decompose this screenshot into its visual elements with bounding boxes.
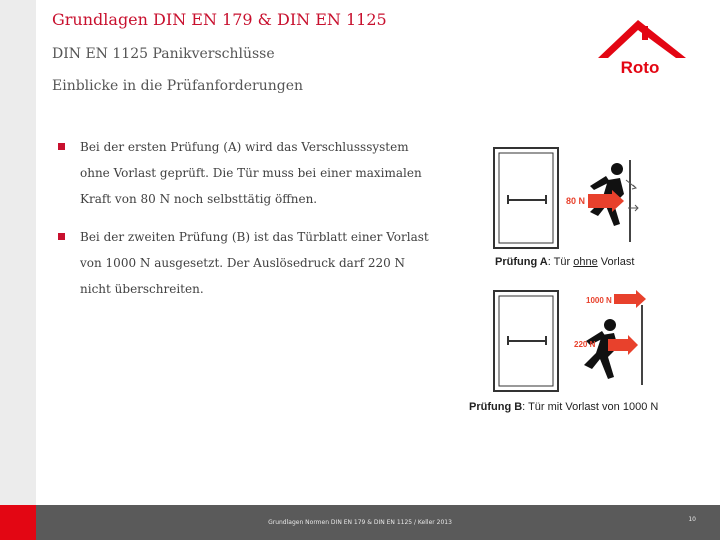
page-subheading: Einblicke in die Prüfanforderungen bbox=[52, 78, 304, 94]
caption-a-end: Vorlast bbox=[597, 256, 635, 268]
force-label-b-top: 1000 N bbox=[586, 296, 612, 305]
logo-text: Roto bbox=[620, 58, 660, 76]
caption-test-a bbox=[495, 256, 634, 268]
footer-text: Grundlagen Normen DIN EN 179 & DIN EN 1125 / Keller 2013 bbox=[268, 519, 452, 526]
caption-test-b bbox=[469, 401, 658, 413]
force-label-a: 80 N bbox=[566, 196, 586, 206]
bullet-text: Bei der ersten Prüfung (A) wird das Verschlusssystem ohne Vorlast geprüft. Die Tür muss bei einer maximalen Kraft von 80 N noch selbsttätig öffnen. bbox=[80, 140, 422, 206]
bullet-text: Bei der zweiten Prüfung (B) ist das Türblatt einer Vorlast von 1000 N ausgesetzt. Der Auslösedruck darf 220 N nicht überschreiten. bbox=[80, 230, 429, 296]
left-strip bbox=[0, 0, 36, 505]
footer-red-block bbox=[0, 505, 36, 540]
force-label-b-bottom: 220 N bbox=[574, 340, 596, 349]
caption-a-underline: ohne bbox=[573, 256, 598, 268]
caption-b-rest: : Tür mit Vorlast von 1000 N bbox=[522, 401, 659, 413]
caption-a-bold: Prüfung A bbox=[495, 256, 548, 268]
bullet-square-icon bbox=[58, 143, 65, 150]
bullet-item bbox=[58, 224, 438, 302]
bullet-square-icon bbox=[58, 233, 65, 240]
caption-b-bold: Prüfung B bbox=[469, 401, 523, 413]
roto-logo bbox=[596, 18, 692, 76]
bullet-list bbox=[58, 134, 438, 314]
page-title: Grundlagen DIN EN 179 & DIN EN 1125 bbox=[52, 10, 387, 29]
page-number: 10 bbox=[688, 516, 696, 523]
caption-a-mid: : Tür bbox=[547, 256, 574, 268]
bullet-item bbox=[58, 134, 438, 212]
figure-test-a bbox=[490, 142, 660, 252]
page-subtitle: DIN EN 1125 Panikverschlüsse bbox=[52, 46, 275, 62]
figure-test-b bbox=[490, 285, 660, 395]
